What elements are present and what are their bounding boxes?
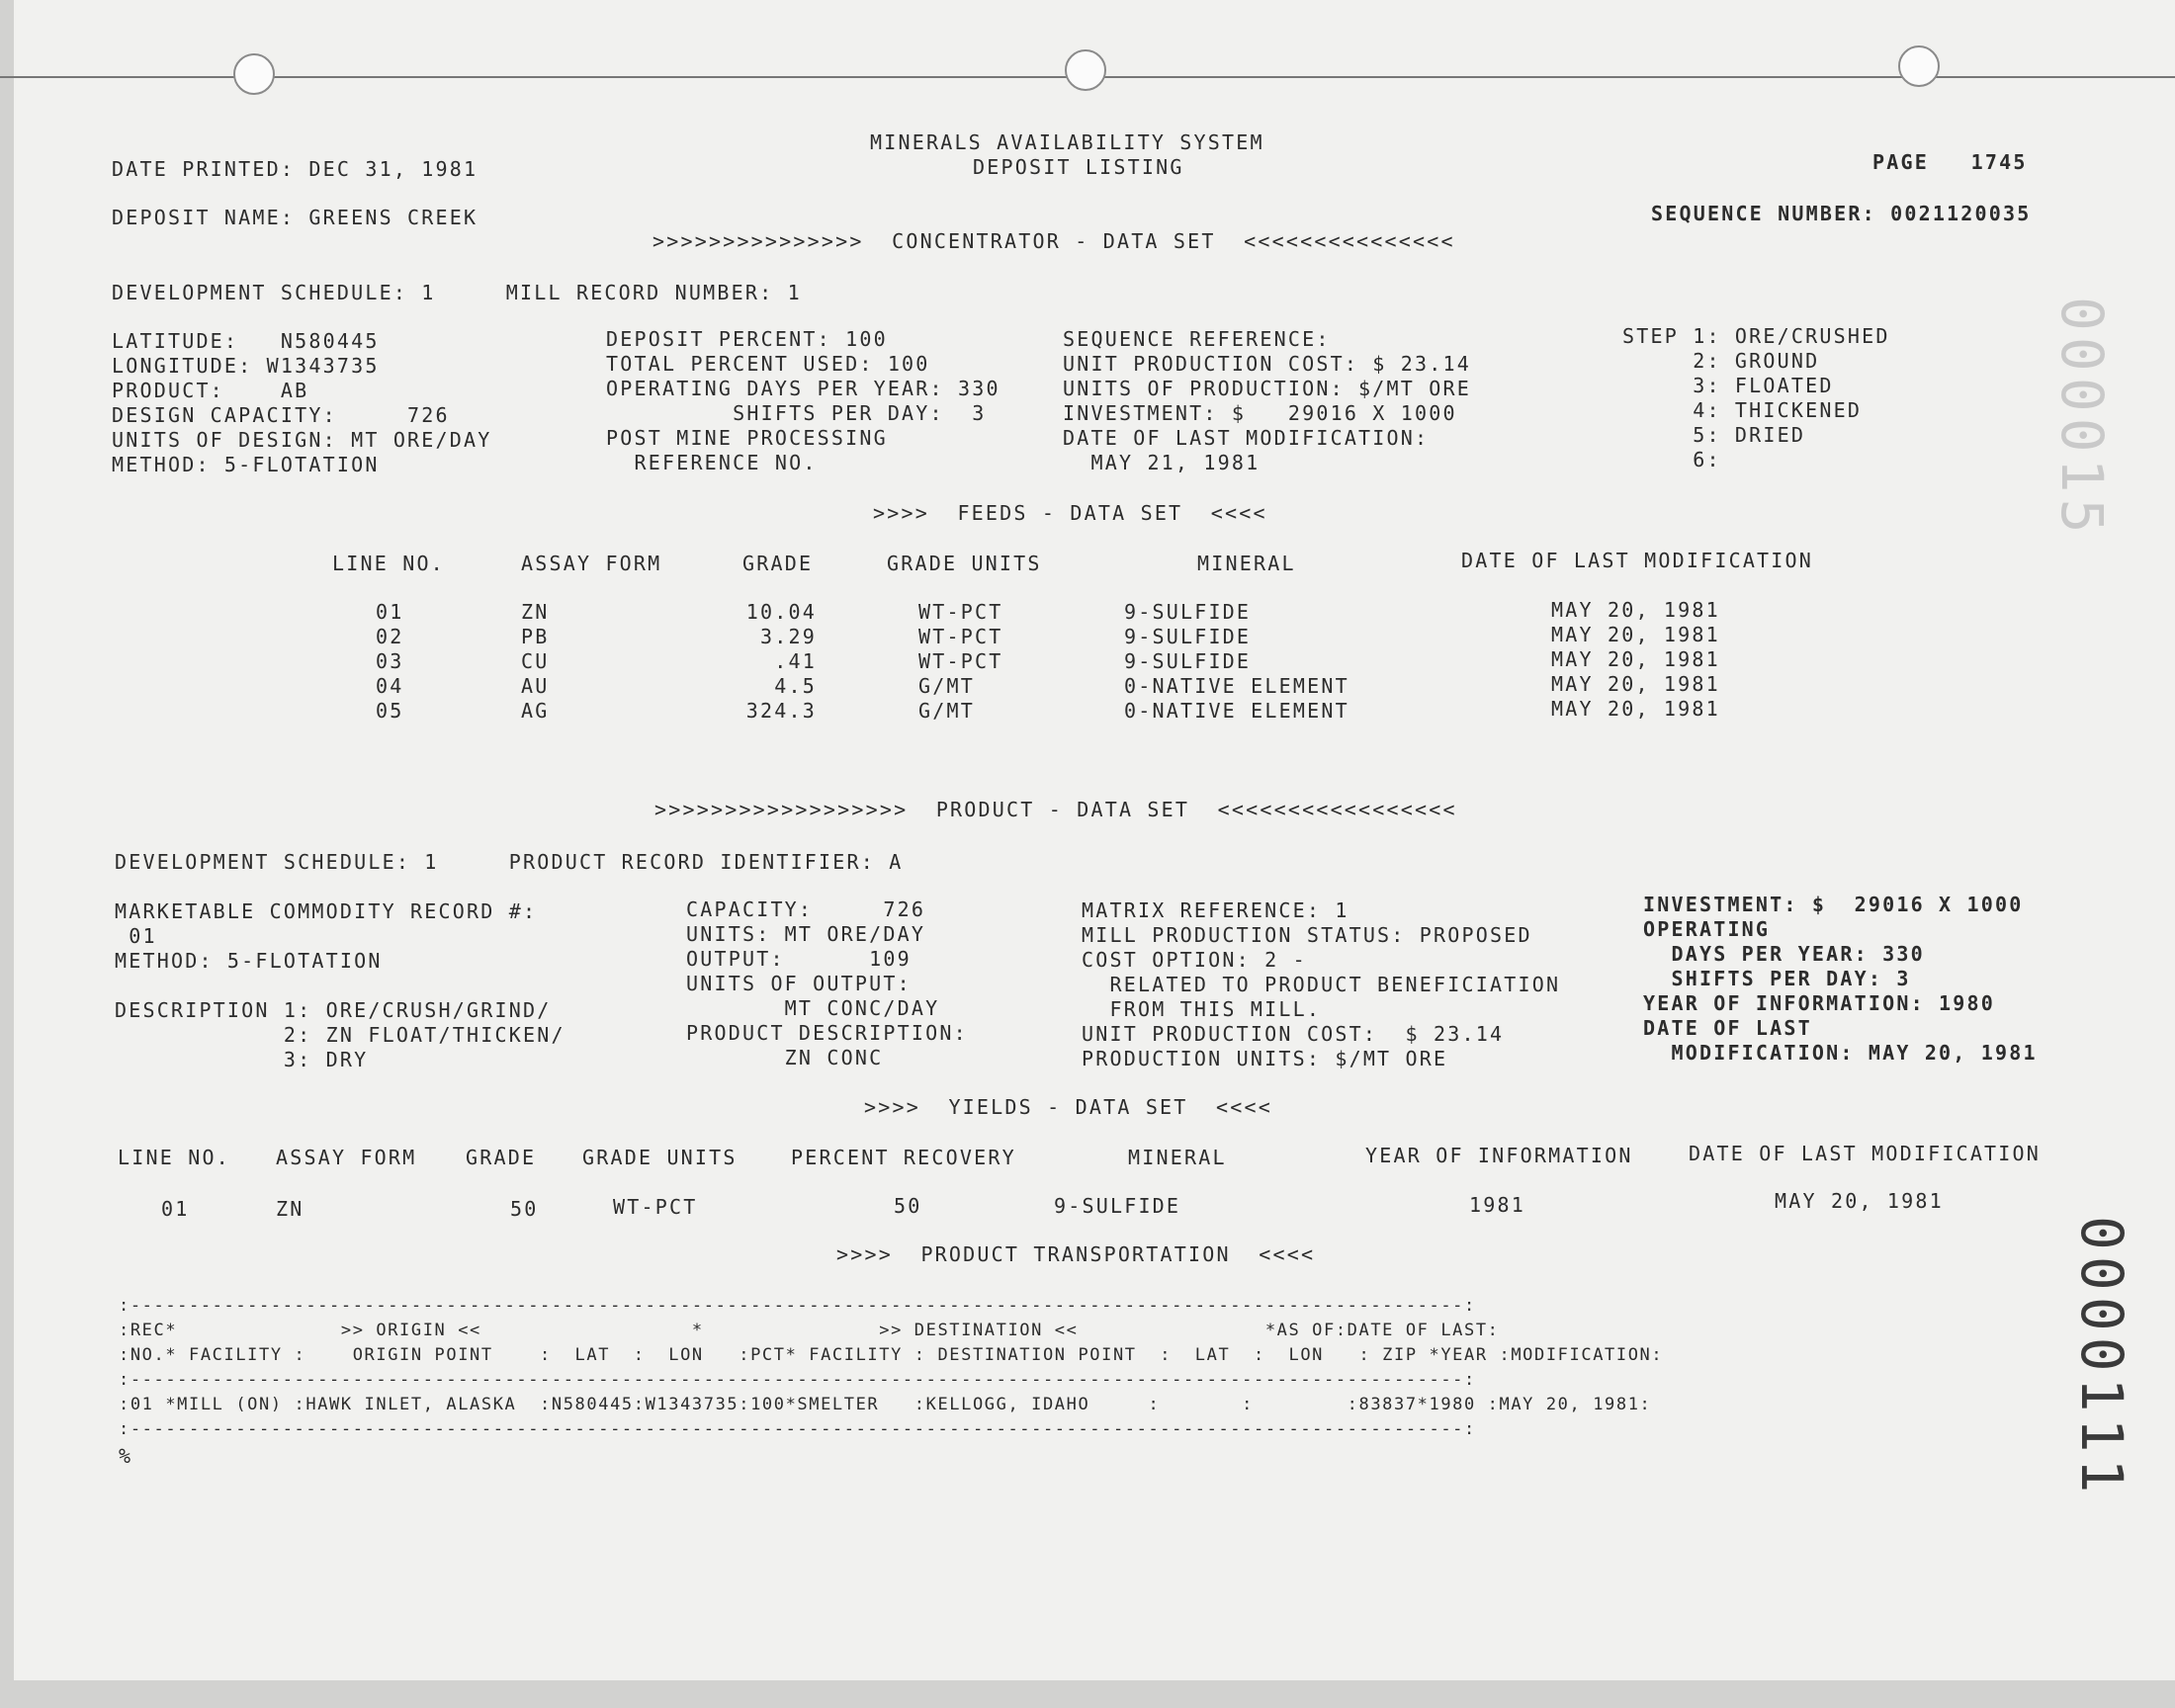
page-number: PAGE 1745 [1872, 150, 2028, 174]
punch-hole [1065, 49, 1106, 91]
cell-line-no: 03 [376, 649, 404, 673]
punch-hole [1898, 45, 1940, 87]
field-line: UNIT PRODUCTION COST: $ 23.14 [1063, 352, 1471, 376]
sequence-number: SEQUENCE NUMBER: 0021120035 [1651, 202, 2032, 225]
field-line: MODIFICATION: MAY 20, 1981 [1643, 1041, 2038, 1065]
field-line: DATE OF LAST MODIFICATION: [1063, 426, 1430, 450]
col-header: DATE OF LAST MODIFICATION [1461, 549, 1814, 572]
field-line: INVESTMENT: $ 29016 X 1000 [1063, 401, 1457, 425]
col-header: GRADE UNITS [582, 1146, 738, 1169]
field-line: MT CONC/DAY [686, 996, 940, 1020]
cell-assay-form: ZN [521, 600, 550, 624]
cell-mineral: 0-NATIVE ELEMENT [1124, 674, 1349, 698]
field-line: LATITUDE: N580445 [112, 329, 380, 353]
cell-percent-recovery: 50 [894, 1194, 922, 1218]
field-line: OPERATING [1643, 917, 1771, 941]
cell-grade-units: WT-PCT [918, 625, 1003, 648]
step-line: 4: THICKENED [1622, 398, 1863, 422]
cell-assay-form: AG [521, 699, 550, 723]
cell-grade: 50 [510, 1197, 539, 1221]
concentrator-heading: >>>>>>>>>>>>>>> CONCENTRATOR - DATA SET <<<<<<<<<<<<<<< [652, 229, 1455, 253]
field-line: 2: ZN FLOAT/THICKEN/ [115, 1023, 566, 1047]
cell-grade: 324.3 [745, 699, 817, 723]
step-line: 2: GROUND [1622, 349, 1820, 373]
yields-heading: >>>> YIELDS - DATA SET <<<< [864, 1095, 1272, 1119]
cell-grade-units: WT-PCT [918, 649, 1003, 673]
field-line: UNITS OF PRODUCTION: $/MT ORE [1063, 377, 1471, 400]
field-line: REFERENCE NO. [606, 451, 818, 474]
cell-grade: 10.04 [745, 600, 817, 624]
field-line: DATE OF LAST [1643, 1016, 1812, 1040]
field-line: DAYS PER YEAR: 330 [1643, 942, 1925, 966]
field-line: UNIT PRODUCTION COST: $ 23.14 [1082, 1022, 1505, 1046]
cell-assay-form: PB [521, 625, 550, 648]
step-line: STEP 1: ORE/CRUSHED [1622, 324, 1890, 348]
field-line: 3: DRY [115, 1048, 369, 1071]
field-line: DESIGN CAPACITY: 726 [112, 403, 450, 427]
cell-grade: 3.29 [760, 625, 817, 648]
step-line: 5: DRIED [1622, 423, 1806, 447]
page-stamp: 0000111 [2068, 1216, 2135, 1499]
cell-date: MAY 20, 1981 [1551, 672, 1720, 696]
table-row: :01 *MILL (ON) :HAWK INLET, ALASKA :N580445:W1343735:100*SMELTER :KELLOGG, IDAHO : : :83837*1980 :MAY 20, 1981: [119, 1395, 1652, 1414]
field-line: MILL PRODUCTION STATUS: PROPOSED [1082, 923, 1532, 947]
field-line: RELATED TO PRODUCT BENEFICIATION [1082, 973, 1561, 996]
field-line: MARKETABLE COMMODITY RECORD #: [115, 899, 538, 923]
field-line: DEPOSIT PERCENT: 100 [606, 327, 888, 351]
cell-grade: .41 [774, 649, 817, 673]
cell-grade: 4.5 [774, 674, 817, 698]
col-header: GRADE [466, 1146, 537, 1169]
col-header: GRADE [742, 552, 814, 575]
field-line: OUTPUT: 109 [686, 947, 912, 971]
date-printed: DATE PRINTED: DEC 31, 1981 [112, 157, 478, 181]
col-header: PERCENT RECOVERY [791, 1146, 1016, 1169]
field-line: FROM THIS MILL. [1082, 997, 1322, 1021]
cell-date: MAY 20, 1981 [1551, 647, 1720, 671]
feeds-heading: >>>> FEEDS - DATA SET <<<< [873, 501, 1267, 525]
field-line: INVESTMENT: $ 29016 X 1000 [1643, 893, 2024, 916]
col-header: MINERAL [1128, 1146, 1227, 1169]
cell-line-no: 05 [376, 699, 404, 723]
field-line: PRODUCT DESCRIPTION: [686, 1021, 968, 1045]
field-line: COST OPTION: 2 - [1082, 948, 1307, 972]
col-header: YEAR OF INFORMATION [1365, 1144, 1633, 1167]
table-header-row: :REC* >> ORIGIN << * >> DESTINATION << *AS OF:DATE OF LAST: [119, 1321, 1500, 1340]
cell-mineral: 0-NATIVE ELEMENT [1124, 699, 1349, 723]
field-line: SHIFTS PER DAY: 3 [1643, 967, 1911, 990]
cell-mineral: 9-SULFIDE [1124, 649, 1252, 673]
cell-year: 1981 [1469, 1193, 1525, 1217]
concentrator-dev-schedule: DEVELOPMENT SCHEDULE: 1 MILL RECORD NUMBER: 1 [112, 281, 802, 304]
cell-assay-form: ZN [276, 1197, 304, 1221]
field-line: UNITS OF DESIGN: MT ORE/DAY [112, 428, 492, 452]
col-header: DATE OF LAST MODIFICATION [1689, 1142, 2042, 1165]
listing-title: DEPOSIT LISTING [973, 155, 1184, 179]
page-stamp-faint: 000015 [2048, 297, 2116, 540]
cell-grade-units: WT-PCT [613, 1195, 698, 1219]
field-line: DESCRIPTION 1: ORE/CRUSH/GRIND/ [115, 998, 552, 1022]
col-header: GRADE UNITS [887, 552, 1042, 575]
cell-date: MAY 20, 1981 [1551, 697, 1720, 721]
cell-date: MAY 20, 1981 [1775, 1189, 1944, 1213]
field-line: MAY 21, 1981 [1063, 451, 1261, 474]
footer-mark: % [119, 1444, 133, 1468]
field-line: UNITS OF OUTPUT: [686, 972, 912, 995]
field-line: METHOD: 5-FLOTATION [115, 949, 383, 973]
cell-line-no: 01 [161, 1197, 190, 1221]
cell-mineral: 9-SULFIDE [1124, 600, 1252, 624]
cell-mineral: 9-SULFIDE [1124, 625, 1252, 648]
cell-grade-units: G/MT [918, 699, 975, 723]
field-line: LONGITUDE: W1343735 [112, 354, 380, 378]
cell-line-no: 02 [376, 625, 404, 648]
col-header: MINERAL [1197, 552, 1296, 575]
cell-date: MAY 20, 1981 [1551, 623, 1720, 646]
field-line: YEAR OF INFORMATION: 1980 [1643, 991, 1996, 1015]
punch-hole [233, 53, 275, 95]
table-rule: :------------------------------------------------------------------------------------------------------------------: [119, 1419, 1476, 1439]
field-line: OPERATING DAYS PER YEAR: 330 [606, 377, 1000, 400]
field-line: TOTAL PERCENT USED: 100 [606, 352, 930, 376]
field-line: CAPACITY: 726 [686, 897, 926, 921]
system-title: MINERALS AVAILABILITY SYSTEM [870, 130, 1264, 154]
field-line: MATRIX REFERENCE: 1 [1082, 898, 1349, 922]
field-line: ZN CONC [686, 1046, 884, 1069]
cell-grade-units: WT-PCT [918, 600, 1003, 624]
table-header-row: :NO.* FACILITY : ORIGIN POINT : LAT : LON :PCT* FACILITY : DESTINATION POINT : LAT : LON : ZIP *YEAR :MODIFICATION: [119, 1345, 1664, 1365]
cell-line-no: 04 [376, 674, 404, 698]
step-line: 6: [1622, 448, 1721, 471]
field-line: METHOD: 5-FLOTATION [112, 453, 380, 476]
col-header: LINE NO. [118, 1146, 230, 1169]
field-line: SEQUENCE REFERENCE: [1063, 327, 1331, 351]
deposit-name: DEPOSIT NAME: GREENS CREEK [112, 206, 478, 229]
field-line: SHIFTS PER DAY: 3 [606, 401, 987, 425]
table-rule: :------------------------------------------------------------------------------------------------------------------: [119, 1370, 1476, 1390]
product-dev-schedule: DEVELOPMENT SCHEDULE: 1 PRODUCT RECORD IDENTIFIER: A [115, 850, 904, 874]
col-header: ASSAY FORM [276, 1146, 417, 1169]
cell-date: MAY 20, 1981 [1551, 598, 1720, 622]
cell-line-no: 01 [376, 600, 404, 624]
cell-grade-units: G/MT [918, 674, 975, 698]
cell-assay-form: AU [521, 674, 550, 698]
field-line: UNITS: MT ORE/DAY [686, 922, 926, 946]
cell-mineral: 9-SULFIDE [1054, 1194, 1181, 1218]
step-line: 3: FLOATED [1622, 374, 1834, 397]
col-header: LINE NO. [332, 552, 445, 575]
col-header: ASSAY FORM [521, 552, 662, 575]
field-line: PRODUCT: AB [112, 379, 309, 402]
field-line: 01 [115, 924, 157, 948]
field-line: POST MINE PROCESSING [606, 426, 888, 450]
field-line: PRODUCTION UNITS: $/MT ORE [1082, 1047, 1448, 1070]
table-rule: :------------------------------------------------------------------------------------------------------------------: [119, 1296, 1476, 1316]
product-heading: >>>>>>>>>>>>>>>>>> PRODUCT - DATA SET <<<<<<<<<<<<<<<<< [654, 798, 1457, 821]
cell-assay-form: CU [521, 649, 550, 673]
transport-heading: >>>> PRODUCT TRANSPORTATION <<<< [836, 1242, 1316, 1266]
